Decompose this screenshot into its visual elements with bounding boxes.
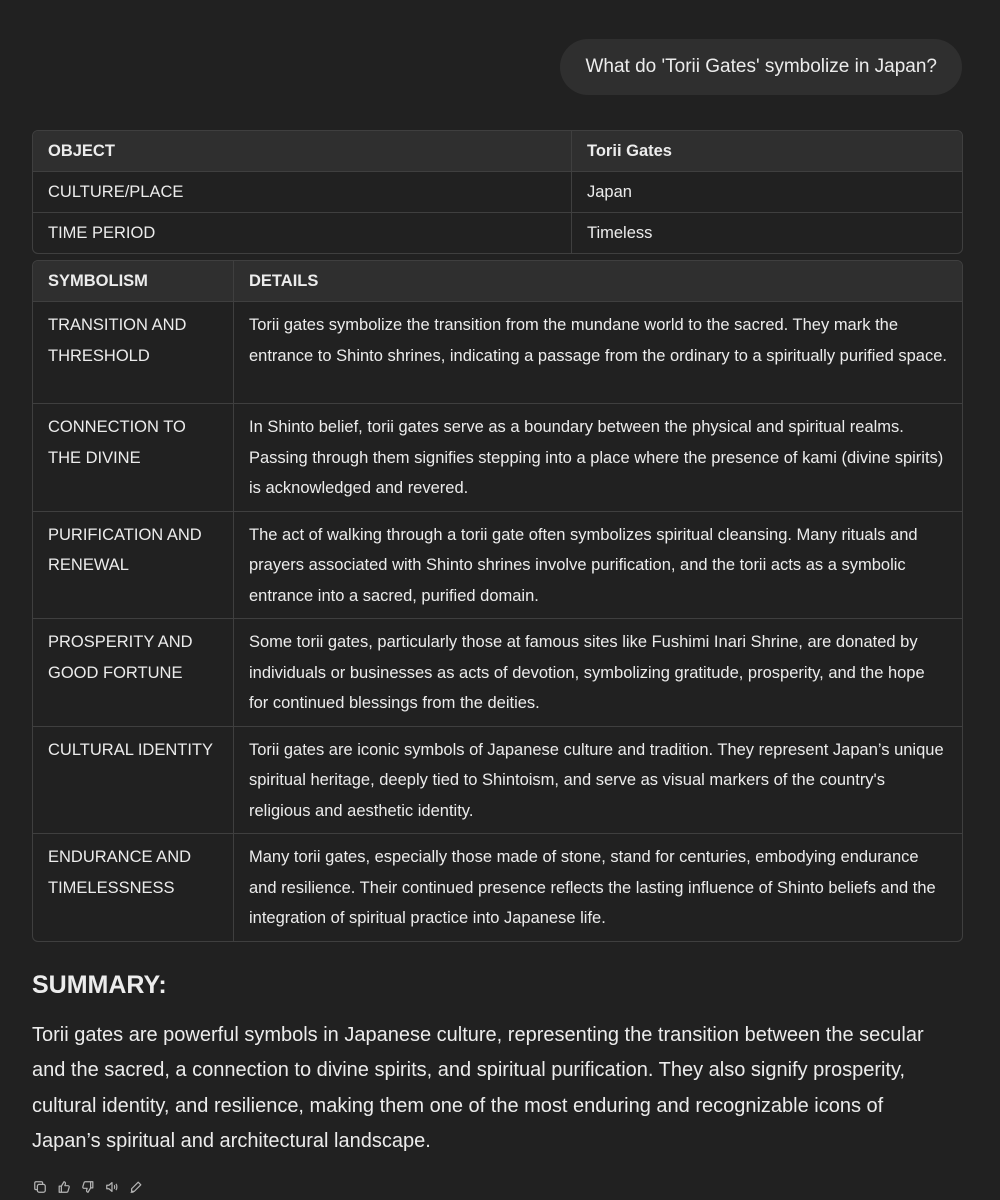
summary-paragraph: Torii gates are powerful symbols in Japanese culture, representing the transition between the secular and the sacred, a connection to divine spirits, and spiritual purification. They also signify prosperity, cultural identity, and resilience, making them one of the most enduring and recognizable icons of Japan’s spiritual and architectural landscape. — [32, 1023, 924, 1152]
info-table-header-row — [33, 131, 962, 172]
read-aloud-icon[interactable] — [104, 1179, 120, 1195]
table-row — [33, 727, 962, 835]
summary-heading: SUMMARY: — [32, 970, 167, 999]
info-header-label: OBJECT — [33, 131, 572, 172]
symbolism-table-header-row — [33, 261, 962, 302]
symbolism-cell: CONNECTION TO THE DIVINE — [33, 404, 234, 512]
symbolism-cell: PROSPERITY AND GOOD FORTUNE — [33, 619, 234, 727]
details-cell: The act of walking through a torii gate often symbolizes spiritual cleansing. Many rituals and prayers associated with Shinto shrines involve purification, and the torii acts as a symbolic entrance into a sacred, purified domain. — [234, 512, 962, 620]
details-cell: In Shinto belief, torii gates serve as a boundary between the physical and spiritual realms. Passing through them signifies stepping into a place where the presence of kami (divine spirits) is acknowledged and revered. — [234, 404, 962, 512]
table-row — [33, 172, 962, 213]
symbolism-header: SYMBOLISM — [33, 261, 234, 302]
details-cell: Torii gates symbolize the transition from the mundane world to the sacred. They mark the entrance to Shinto shrines, indicating a passage from the ordinary to a spiritually purified space. — [234, 302, 962, 404]
symbolism-cell: ENDURANCE AND TIMELESSNESS — [33, 834, 234, 941]
info-table — [32, 130, 963, 254]
message-actions — [32, 1179, 962, 1195]
symbolism-table — [32, 260, 963, 942]
thumbs-down-icon[interactable] — [80, 1179, 96, 1195]
user-message-bubble — [560, 39, 962, 95]
details-cell: Many torii gates, especially those made of stone, stand for centuries, embodying endurance and resilience. Their continued presence reflects the lasting influence of Shinto beliefs and the integration of spiritual practice into Japanese life. — [249, 848, 936, 927]
details-cell: Torii gates are iconic symbols of Japanese culture and tradition. They represent Japan’s unique spiritual heritage, deeply tied to Shintoism, and serve as visual markers of the country's religious and aesthetic identity. — [234, 727, 962, 835]
table-row — [33, 512, 962, 620]
table-row — [33, 834, 962, 941]
edit-icon[interactable] — [128, 1179, 144, 1195]
details-cell: Some torii gates, particularly those at famous sites like Fushimi Inari Shrine, are donated by individuals or businesses as acts of devotion, symbolizing gratitude, prosperity, and the hope for continued blessings from the deities. — [234, 619, 962, 727]
info-row-value: Japan — [572, 172, 962, 213]
symbolism-cell: CULTURAL IDENTITY — [33, 727, 234, 835]
table-row — [33, 213, 962, 253]
symbolism-cell: PURIFICATION AND RENEWAL — [33, 512, 234, 620]
info-row-value: Timeless — [587, 224, 653, 242]
info-row-label: TIME PERIOD — [33, 213, 572, 253]
thumbs-up-icon[interactable] — [56, 1179, 72, 1195]
copy-icon[interactable] — [32, 1179, 48, 1195]
table-row — [33, 619, 962, 727]
user-message-row — [32, 0, 962, 95]
user-message-text: What do 'Torii Gates' symbolize in Japan? — [585, 56, 937, 77]
info-row-label: CULTURE/PLACE — [33, 172, 572, 213]
details-header: DETAILS — [234, 261, 962, 302]
table-row — [33, 404, 962, 512]
info-header-value: Torii Gates — [572, 131, 962, 172]
table-row — [33, 302, 962, 404]
symbolism-cell: TRANSITION AND THRESHOLD — [33, 302, 234, 404]
